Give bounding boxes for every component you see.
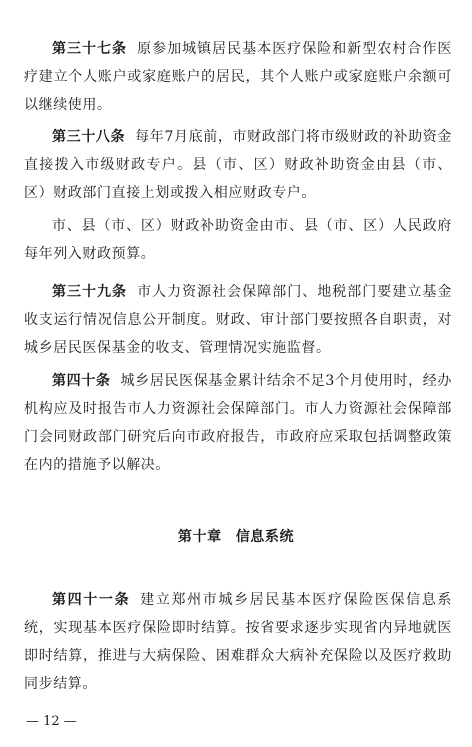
article-number: 第四十条: [52, 373, 111, 389]
page-number: — 12 —: [26, 714, 77, 729]
chapter-heading: [0, 523, 472, 551]
article-40: [24, 367, 452, 479]
article-38: [24, 123, 452, 207]
chapter-title: 信息系统: [235, 529, 295, 545]
article-text: 建立郑州市城乡居民基本医疗保险医保信息系统，实现基本医疗保险即时结算。按省要求逐步实现省内异地就医即时结算，推进与大病保险、困难群众大病补充保险以及医疗救助同步结算。: [24, 592, 453, 692]
article-text: 原参加城镇居民基本医疗保险和新型农村合作医疗建立个人账户或家庭账户的居民，其个人账户或家庭账户余额可以继续使用。: [24, 41, 452, 113]
article-38-continued: [24, 212, 452, 268]
article-text: 市人力资源社会保障部门、地税部门要建立基金收支运行情况信息公开制度。财政、审计部门要按照各自职责，对城乡居民医保基金的收支、管理情况实施监督。: [24, 284, 452, 356]
chapter-number: 第十章: [177, 529, 222, 545]
article-text: 每年7月底前，市财政部门将市级财政的补助资金直接拨入市级财政专户。县（市、区）财政补助资金由县（市、区）财政部门直接上划或拨入相应财政专户。: [24, 129, 452, 201]
article-41: [24, 586, 452, 698]
article-text: 市、县（市、区）财政补助资金由市、县（市、区）人民政府每年列入财政预算。: [24, 218, 452, 262]
article-37: [24, 35, 452, 119]
article-number: 第三十九条: [52, 284, 128, 300]
article-number: 第四十一条: [52, 592, 131, 608]
article-39: [24, 278, 452, 362]
article-number: 第三十八条: [52, 129, 126, 145]
article-number: 第三十七条: [52, 41, 128, 57]
article-text: 城乡居民医保基金累计结余不足3个月使用时，经办机构应及时报告市人力资源社会保障部门。市人力资源社会保障部门会同财政部门研究后向市政府报告，市政府应采取包括调整政策在内的措施予以解决。: [24, 373, 452, 473]
